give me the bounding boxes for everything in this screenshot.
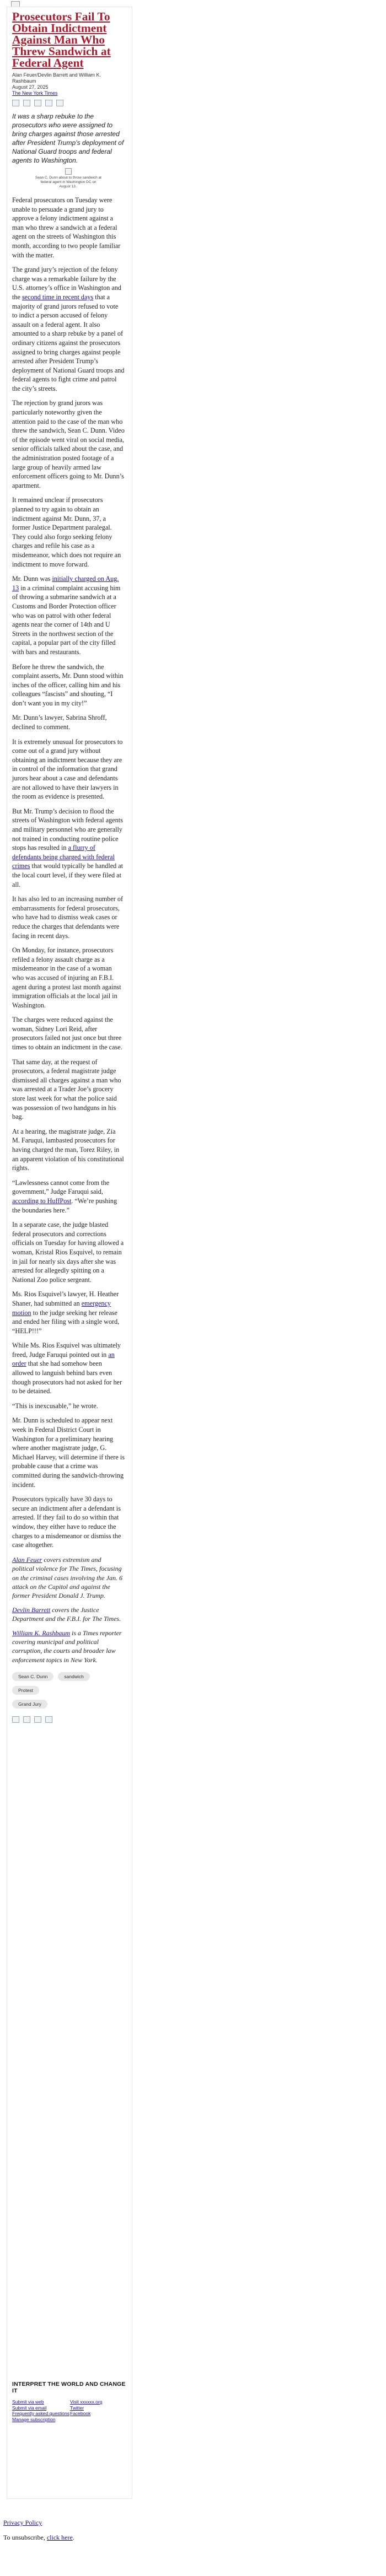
paragraph-text: That same day, at the request of prosecutors, a federal magistrate judge dismissed all charges against a man who was arrested at a Trader Joe’s grocery store last week for what the police said was possession of two handguns in his bag. xyxy=(12,1058,121,1121)
paragraph-text: “This is inexcusable,” he wrote. xyxy=(12,1402,98,1410)
article-photo xyxy=(35,168,101,189)
inline-link[interactable]: second time in recent days xyxy=(22,293,94,301)
author-bio-text: covers extremism and political violence for The Times, focusing on the criminal cases involving the Jan. 6 attack on the Capitol and against the former President Donald J. Trump. xyxy=(12,1555,122,1600)
article-paragraph xyxy=(12,196,125,260)
paragraph-text: The charges were reduced against the woman, Sidney Lori Reid, after prosecutors failed not just once but three times to obtain an indictment in the case. xyxy=(12,1016,122,1052)
article-paragraph xyxy=(12,737,125,801)
author-bio-text: covers the Justice Department and the F.B.I. for The Times. xyxy=(12,1605,121,1623)
share-icon[interactable] xyxy=(45,1716,52,1723)
article-authors: Alan Feuer/Devlin Barrett and William K. Rashbaum xyxy=(12,72,101,84)
paragraph-text: that would typically be handled at the local court level, if they were filed at all. xyxy=(12,862,124,888)
author-name-link[interactable]: William K. Rashbaum xyxy=(12,1629,71,1637)
article-paragraph xyxy=(12,265,125,393)
article-paragraph xyxy=(12,807,125,889)
tag-chip[interactable]: sandwich xyxy=(58,1672,89,1681)
article-source-link[interactable]: The New York Times xyxy=(12,90,58,96)
footer-link[interactable]: Submit via email xyxy=(12,2405,47,2411)
article-paragraph xyxy=(12,1495,125,1550)
paragraph-text: The rejection by grand jurors was particularly noteworthy given the attention paid to the case of the man who threw the sandwich, Sean C. Dunn. Video of the episode went viral on social media, senior officials talked about the case, and the administration posted footage of a large group of heavily armed law enforcement officers going to Mr. Dunn’s apartment. xyxy=(12,399,125,489)
article-paragraph xyxy=(12,574,125,656)
paragraph-text: “Lawlessness cannot come from the government,” Judge Faruqui said, xyxy=(12,1178,109,1196)
unsubscribe-suffix: . xyxy=(72,2534,74,2541)
footer-link[interactable]: Manage subscription xyxy=(12,2416,56,2422)
article-paragraph xyxy=(12,1341,125,1396)
share-icons-top xyxy=(12,100,125,106)
paragraph-text: But Mr. Trump’s decision to flood the streets of Washington with federal agents and military personnel who are generally not trained in conducting routine police stops has resulted in xyxy=(12,807,123,852)
paragraph-text: At a hearing, the magistrate judge, Zia M. Faruqui, lambasted prosecutors for having charged the man, Torez Riley, in an apparent violation of his constitutional rights. xyxy=(12,1127,124,1172)
tag-list xyxy=(12,1671,125,1712)
paragraph-text: . “We’re pushing the boundaries here.” xyxy=(12,1197,117,1214)
article-paragraph xyxy=(12,1127,125,1173)
author-bio xyxy=(12,1605,125,1624)
footer-link[interactable]: Facebook xyxy=(70,2411,91,2416)
article-lede: It was a sharp rebuke to the prosecutors who were assigned to bring charges against those arrested after President Trump’s deployment of National Guard troops and federal agents to Washington. xyxy=(12,112,124,164)
privacy-policy-link[interactable]: Privacy Policy xyxy=(3,2519,42,2526)
article-paragraph xyxy=(12,894,125,940)
article-paragraph xyxy=(12,495,125,569)
paragraph-text: Mr. Dunn was xyxy=(12,575,52,583)
footer-links-left xyxy=(12,2399,70,2422)
share-icon[interactable] xyxy=(12,100,19,106)
paragraph-text: While Ms. Rios Esquivel was ultimately freed, Judge Faruqui pointed out in xyxy=(12,1341,121,1359)
article-paragraph xyxy=(12,1290,125,1335)
inline-link[interactable]: according to HuffPost xyxy=(12,1197,72,1205)
author-name-link[interactable]: Alan Feuer xyxy=(12,1555,42,1564)
paragraph-text: Ms. Rios Esquivel’s lawyer, H. Heather Shaner, had submitted an xyxy=(12,1290,119,1307)
share-icon[interactable] xyxy=(12,1716,19,1723)
article-paragraph xyxy=(12,1015,125,1052)
broken-image-icon xyxy=(65,168,72,175)
paragraph-text: Mr. Dunn’s lawyer, Sabrina Shroff, declined to comment. xyxy=(12,714,107,731)
author-bio xyxy=(12,1555,125,1600)
inline-link[interactable]: initially charged on Aug. 13 xyxy=(12,575,119,592)
share-icon[interactable] xyxy=(34,100,41,106)
article-paragraph xyxy=(12,1402,125,1411)
article-paragraph xyxy=(12,1058,125,1122)
article-paragraph xyxy=(12,662,125,708)
author-bio xyxy=(12,1629,125,1665)
footer-link[interactable]: Visit xxxxxx.org xyxy=(70,2399,103,2405)
author-bio-text: is a Times reporter covering municipal and political corruption, the courts and broader law enforcement topics in New York. xyxy=(12,1629,122,1664)
article-meta xyxy=(12,72,125,96)
footer-heading: INTERPRET THE WORLD AND CHANGE IT xyxy=(12,2381,126,2394)
paragraph-text: The grand jury’s rejection of the felony charge was a remarkable failure by the U.S. attorney’s office in Washington and the xyxy=(12,266,121,301)
author-name-link[interactable]: Devlin Barrett xyxy=(12,1605,51,1614)
paragraph-text: It remained unclear if prosecutors planned to try again to obtain an indictment against Mr. Dunn, 37, a former Justice Department paralegal. They could also forgo seeking felony charges and refile his case as a misdemeanor, which does not require an indictment to move forward. xyxy=(12,496,121,568)
share-icon[interactable] xyxy=(45,100,52,106)
share-icon[interactable] xyxy=(23,100,30,106)
tag-chip[interactable]: Protest xyxy=(12,1686,39,1695)
paragraph-text: It is extremely unusual for prosecutors to come out of a grand jury without obtaining an indictment because they are in control of the information that grand jurors hear about a case and defendants are not allowed to have their lawyers in the room as evidence is presented. xyxy=(12,737,123,801)
paragraph-text: that she had somehow been allowed to languish behind bars even though prosecutors had not asked for her to be detained. xyxy=(12,1360,122,1395)
footer-link[interactable]: Submit via web xyxy=(12,2399,44,2405)
paragraph-text: in a criminal complaint accusing him of throwing a submarine sandwich at a Customs and Border Protection officer who was on patrol with other federal agents near the corner of 14th and U Streets in the northwest section of the capital, a popular part of the city filled with bars and restaurants. xyxy=(12,584,121,656)
paragraph-text: It has also led to an increasing number of embarrassments for federal prosecutors, who have had to dismiss weak cases or reduce the charges that defendants were facing in recent days. xyxy=(12,895,124,940)
share-icon[interactable] xyxy=(56,100,63,106)
paragraph-text: In a separate case, the judge blasted federal prosecutors and corrections officials on Tuesday for having allowed a woman, Kristal Rios Esquivel, to remain in jail for nearly six days after she was arrested for allegedly spitting on a National Zoo police sergeant. xyxy=(12,1221,124,1284)
paragraph-text: Mr. Dunn is scheduled to appear next week in Federal District Court in Washington for a preliminary hearing where another magistrate judge, G. Michael Harvey, will determine if there is probable cause that a crime was committed during the sandwich-throwing incident. xyxy=(12,1416,125,1489)
share-icons-bottom xyxy=(12,1716,125,1722)
unsubscribe-prefix: To unsubscribe, xyxy=(3,2534,47,2541)
newsletter-footer xyxy=(12,2381,128,2422)
footer-link[interactable]: Frequently asked questions xyxy=(12,2411,69,2416)
article-paragraph xyxy=(12,946,125,1010)
paragraph-text: to the judge seeking her release and ended her filing with a single word, “HELP!!!” xyxy=(12,1308,120,1335)
article-paragraph xyxy=(12,398,125,490)
inline-link[interactable]: emergency motion xyxy=(12,1299,111,1317)
article-title[interactable]: Prosecutors Fail To Obtain Indictment Against Man Who Threw Sandwich at Federal Agent xyxy=(12,10,111,69)
inline-link[interactable]: an order xyxy=(12,1350,115,1368)
footer-links-right xyxy=(70,2399,128,2422)
article-paragraph xyxy=(12,713,125,731)
article-date: August 27, 2025 xyxy=(12,84,49,90)
article-body xyxy=(12,196,125,1550)
photo-caption: Sean C. Dunn about to throw sandwich at federal agent in Washington DC on August 13.. xyxy=(35,176,101,188)
paragraph-text: Federal prosecutors on Tuesday were unable to persuade a grand jury to approve a felony indictment against a man who threw a sandwich at a federal agent on the streets of Washington this month, according to two people familiar with the matter. xyxy=(12,196,121,259)
share-icon[interactable] xyxy=(34,1716,41,1723)
article-paragraph xyxy=(12,1178,125,1215)
unsubscribe-link[interactable]: click here xyxy=(46,2534,73,2541)
paragraph-text: that a majority of grand jurors refused to vote to indict a person accused of felony assault on a federal agent. It also amounted to a sharp rebuke by a panel of ordinary citizens against the prosecutors assigned to bring charges against people arrested after President Trump’s deployment of National Guard troops and federal agents to fight crime and patrol the city’s streets. xyxy=(12,293,125,392)
paragraph-text: Before he threw the sandwich, the complaint asserts, Mr. Dunn stood within inches of the officer, calling him and his colleagues “fascists” and shouting, “I don’t want you in my city!” xyxy=(12,662,124,707)
tag-chip[interactable]: Sean C. Dunn xyxy=(12,1672,53,1681)
paragraph-text: On Monday, for instance, prosecutors refiled a felony assault charge as a misdemeanor in the case of a woman who was accused of injuring an F.B.I. agent during a protest last month against immigration officials at the local jail in Washington. xyxy=(12,946,121,1009)
inline-link[interactable]: a flurry of defendants being charged with federal crimes xyxy=(12,844,115,870)
share-icon[interactable] xyxy=(23,1716,30,1723)
article-content xyxy=(12,11,125,1722)
article-paragraph xyxy=(12,1220,125,1284)
bottom-links xyxy=(3,2519,136,2542)
author-bios xyxy=(12,1555,125,1664)
tag-chip[interactable]: Grand Jury xyxy=(12,1700,47,1709)
paragraph-text: Prosecutors typically have 30 days to secure an indictment after a defendant is arrested. If they fail to do so within that window, they either have to reduce the charges to a misdemeanor or dismiss the case altogether. xyxy=(12,1495,121,1549)
article-paragraph xyxy=(12,1416,125,1489)
footer-link[interactable]: Twitter xyxy=(70,2405,84,2411)
unsubscribe-line xyxy=(3,2534,136,2542)
